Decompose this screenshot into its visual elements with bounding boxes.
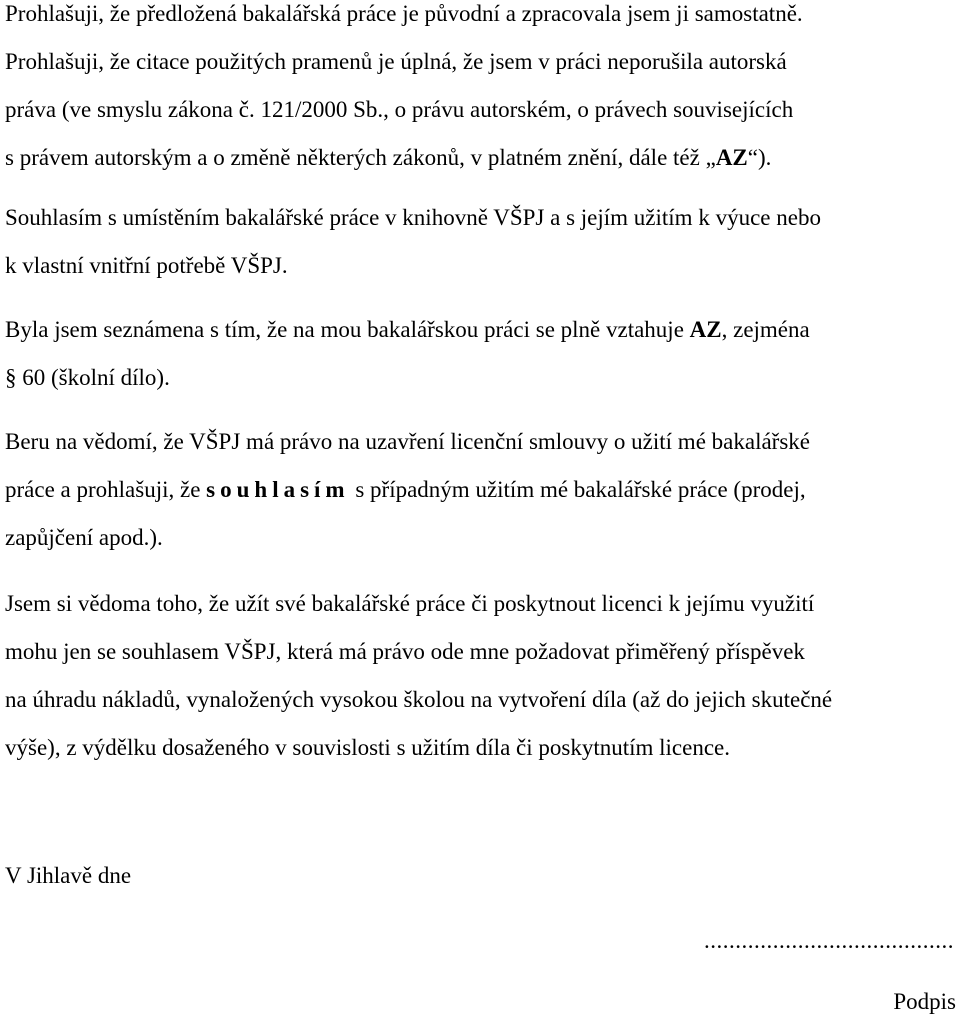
text-segment: “). [747,145,772,170]
az-abbreviation: AZ [715,145,748,170]
text-line: na úhradu nákladů, vynaložených vysokou školou na vytvoření díla (až do jejich skutečné [5,687,833,712]
place-date-label: V Jihlavě dne [5,863,132,888]
signature-line: ........................................ [704,928,954,953]
signature-label: Podpis [893,989,956,1014]
text-line: výše), z výdělku dosaženého v souvislosti s užitím díla či poskytnutím licence. [5,735,731,760]
text-line: Beru na vědomí, že VŠPJ má právo na uzavření licenční smlouvy o užití mé bakalářské [5,429,810,454]
text-line [5,134,957,182]
text-segment: s případným užitím mé bakalářské práce (prodej, [349,477,806,502]
text-line: Souhlasím s umístěním bakalářské práce v knihovně VŠPJ a s jejím užitím k výuce nebo [5,205,821,230]
text-line [5,306,957,354]
text-line: § 60 (školní dílo). [5,365,170,390]
copyright-awareness-paragraph [5,306,957,402]
consent-emphasis: souhlasím [206,477,350,502]
text-line: zapůjčení apod.). [5,525,163,550]
text-line: práva (ve smyslu zákona č. 121/2000 Sb., o právu autorském, o právech souvisejících [5,97,794,122]
text-segment: práce a prohlašuji, že [5,477,207,502]
text-segment: s právem autorským a o změně některých zákonů, v platném znění, dále též „ [5,145,716,170]
text-segment: Byla jsem seznámena s tím, že na mou bakalářskou práci se plně vztahuje [5,317,690,342]
text-line: mohu jen se souhlasem VŠPJ, která má právo ode mne požadovat přiměřený příspěvek [5,639,805,664]
license-usage-paragraph [5,580,957,772]
text-line: Prohlašuji, že citace použitých pramenů je úplná, že jsem v práci neporušila autorská [5,49,787,74]
text-line: Jsem si vědoma toho, že užít své bakalářské práce či poskytnout licenci k jejímu využití [5,591,815,616]
declaration-originality-paragraph [5,0,957,182]
license-agreement-paragraph [5,418,957,562]
text-line [5,466,957,514]
az-abbreviation: AZ [689,317,722,342]
text-line: k vlastní vnitřní potřebě VŠPJ. [5,253,288,278]
text-segment: , zejména [721,317,810,342]
library-consent-paragraph [5,194,957,290]
text-line: Prohlašuji, že předložená bakalářská práce je původní a zpracovala jsem ji samostatně. [5,1,803,26]
